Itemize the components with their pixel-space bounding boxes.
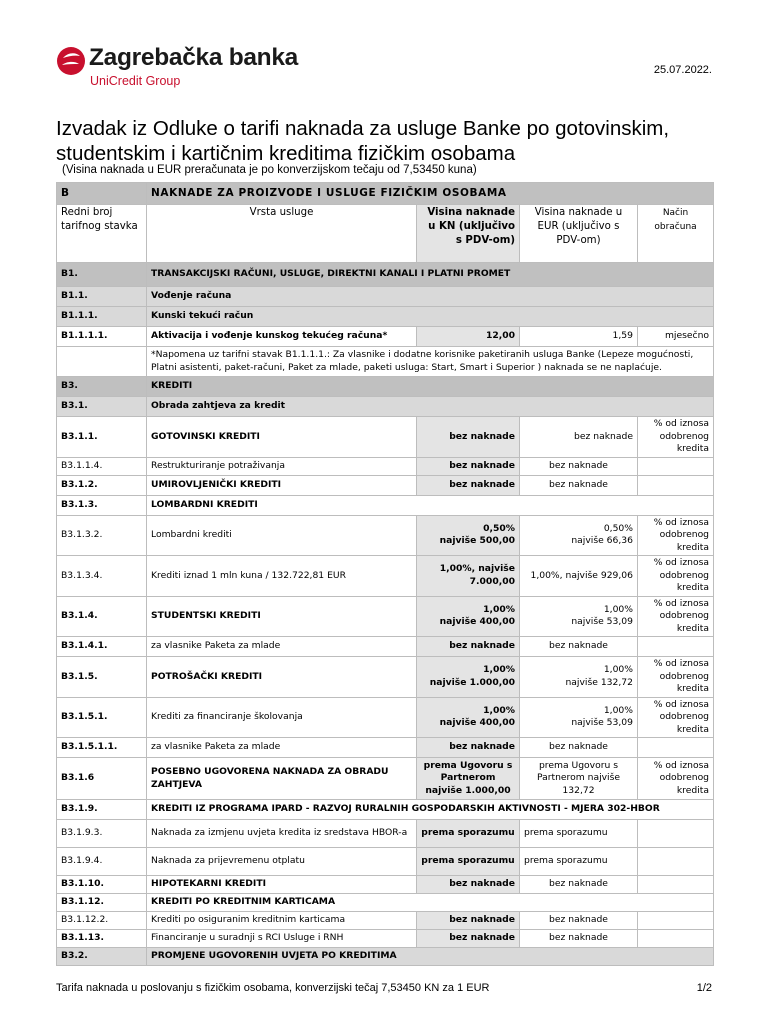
row-service: za vlasnike Paketa za mlade (147, 738, 417, 758)
row-code: B3.2. (57, 948, 147, 966)
row-code: B3.1.9. (57, 800, 147, 820)
row-fee-eur: 1,59 (520, 327, 638, 347)
table-row (57, 457, 714, 475)
page-number: 1/2 (696, 982, 712, 994)
document-subtitle: (Visina naknada u EUR preračunata je po konverzijskom tečaju od 7,53450 kuna) (62, 164, 477, 176)
row-service: HIPOTEKARNI KREDITI (147, 876, 417, 894)
row-code: B3.1.5. (57, 657, 147, 698)
row-fee-eur: bez naknade (520, 417, 638, 458)
row-fee-kn: 12,00 (417, 327, 520, 347)
row-note: *Napomena uz tarifni stavak B1.1.1.1.: Za vlasnike i dodatne korisnike paketiranih usluga Banke (Lepeze mogućnosti, Platni asistenti, paket-računi, Paket za mlade, paketi usluga: Start, Smart i Superior ) naknada se ne naplaćuje. (147, 347, 714, 377)
row-method: % od iznosa odobrenog kredita (638, 657, 714, 698)
row-service: Financiranje u suradnji s RCI Usluge i RNH (147, 930, 417, 948)
table-row (57, 820, 714, 848)
row-code: B1.1. (57, 287, 147, 307)
row-fee-eur: prema Ugovoru s Partnerom najviše 132,72 (520, 758, 638, 800)
row-fee-eur: bez naknade (520, 457, 638, 475)
row-fee-kn: prema Ugovoru s Partnerom najviše 1.000,00 (417, 758, 520, 800)
row-code (57, 347, 147, 377)
row-method: % od iznosa odobrenog kredita (638, 758, 714, 800)
table-row (57, 657, 714, 698)
table-note-row (57, 347, 714, 377)
table-row (57, 475, 714, 495)
col-header-service: Vrsta usluge (147, 205, 417, 263)
row-fee-kn: bez naknade (417, 457, 520, 475)
tariff-table (56, 182, 714, 966)
table-row (57, 894, 714, 912)
row-fee-kn: bez naknade (417, 475, 520, 495)
row-code: B3.1.3.4. (57, 556, 147, 597)
row-fee-eur: bez naknade (520, 475, 638, 495)
bank-logo-icon (56, 46, 86, 76)
bank-name: Zagrebačka banka (89, 44, 299, 71)
table-row (57, 758, 714, 800)
col-header-code: Redni broj tarifnog stavka (57, 205, 147, 263)
row-service: KREDITI (147, 377, 714, 397)
row-service: Krediti iznad 1 mln kuna / 132.722,81 EUR (147, 556, 417, 597)
row-method: % od iznosa odobrenog kredita (638, 556, 714, 597)
row-method (638, 475, 714, 495)
row-service: Aktivacija i vođenje kunskog tekućeg računa* (147, 327, 417, 347)
row-method: mjesečno (638, 327, 714, 347)
table-row (57, 848, 714, 876)
table-row (57, 912, 714, 930)
row-code: B3.1.3.2. (57, 515, 147, 556)
document-title: Izvadak iz Odluke o tarifi naknada za usluge Banke po gotovinskim, studentskim i kartičnim kreditima fizičkim osobama (56, 117, 670, 165)
row-method (638, 912, 714, 930)
row-code: B3.1.9.3. (57, 820, 147, 848)
row-fee-kn: bez naknade (417, 912, 520, 930)
table-row (57, 327, 714, 347)
row-fee-eur: bez naknade (520, 876, 638, 894)
row-code: B3.1.9.4. (57, 848, 147, 876)
row-code: B3.1.1.4. (57, 457, 147, 475)
table-row (57, 377, 714, 397)
row-service: UMIROVLJENIČKI KREDITI (147, 475, 417, 495)
row-service: PROMJENE UGOVORENIH UVJETA PO KREDITIMA (147, 948, 714, 966)
row-service: Lombardni krediti (147, 515, 417, 556)
bank-group: UniCredit Group (90, 74, 181, 88)
row-code: B3.1.13. (57, 930, 147, 948)
table-row (57, 596, 714, 637)
row-fee-kn: prema sporazumu (417, 848, 520, 876)
row-service: POSEBNO UGOVORENA NAKNADA ZA OBRADU ZAHTJEVA (147, 758, 417, 800)
row-service: LOMBARDNI KREDITI (147, 495, 714, 515)
section-code: B (57, 183, 147, 205)
table-row (57, 930, 714, 948)
row-code: B3.1.1. (57, 417, 147, 458)
row-fee-kn: bez naknade (417, 930, 520, 948)
row-code: B3.1.5.1. (57, 697, 147, 738)
table-row (57, 738, 714, 758)
row-method: % od iznosa odobrenog kredita (638, 596, 714, 637)
row-code: B3.1.6 (57, 758, 147, 800)
row-method (638, 930, 714, 948)
table-row (57, 515, 714, 556)
row-code: B3.1.12. (57, 894, 147, 912)
row-fee-eur: 0,50% najviše 66,36 (520, 515, 638, 556)
table-row (57, 800, 714, 820)
row-code: B3.1.10. (57, 876, 147, 894)
bank-logo (56, 44, 346, 94)
table-section-header (57, 183, 714, 205)
document-date: 25.07.2022. (653, 64, 712, 76)
row-method (638, 876, 714, 894)
row-code: B3.1.2. (57, 475, 147, 495)
row-service: Krediti po osiguranim kreditnim karticama (147, 912, 417, 930)
row-service: Naknada za izmjenu uvjeta kredita iz sredstava HBOR-a (147, 820, 417, 848)
row-fee-eur: 1,00%, najviše 929,06 (520, 556, 638, 597)
row-service: STUDENTSKI KREDITI (147, 596, 417, 637)
table-row (57, 697, 714, 738)
section-title: NAKNADE ZA PROIZVODE I USLUGE FIZIČKIM OSOBAMA (147, 183, 714, 205)
row-code: B3.1.12.2. (57, 912, 147, 930)
row-method (638, 848, 714, 876)
row-fee-kn: 0,50% najviše 500,00 (417, 515, 520, 556)
row-fee-eur: 1,00% najviše 132,72 (520, 657, 638, 698)
row-method (638, 820, 714, 848)
table-row (57, 307, 714, 327)
row-code: B3.1.4.1. (57, 637, 147, 657)
row-service: KREDITI IZ PROGRAMA IPARD - RAZVOJ RURALNIH GOSPODARSKIH AKTIVNOSTI - MJERA 302-HBOR (147, 800, 714, 820)
row-fee-eur: prema sporazumu (520, 848, 638, 876)
row-service: Krediti za financiranje školovanja (147, 697, 417, 738)
row-code: B1.1.1.1. (57, 327, 147, 347)
row-fee-eur: bez naknade (520, 738, 638, 758)
row-method (638, 738, 714, 758)
row-fee-eur: prema sporazumu (520, 820, 638, 848)
row-method: % od iznosa odobrenog kredita (638, 417, 714, 458)
table-row (57, 637, 714, 657)
row-fee-eur: bez naknade (520, 637, 638, 657)
table-row (57, 287, 714, 307)
row-code: B3. (57, 377, 147, 397)
row-fee-eur: 1,00% najviše 53,09 (520, 697, 638, 738)
table-row (57, 263, 714, 287)
table-row (57, 397, 714, 417)
row-fee-kn: bez naknade (417, 738, 520, 758)
row-fee-kn: prema sporazumu (417, 820, 520, 848)
row-code: B3.1.5.1.1. (57, 738, 147, 758)
row-code: B3.1. (57, 397, 147, 417)
row-service: Kunski tekući račun (147, 307, 714, 327)
row-service: za vlasnike Paketa za mlade (147, 637, 417, 657)
row-service: TRANSAKCIJSKI RAČUNI, USLUGE, DIREKTNI KANALI I PLATNI PROMET (147, 263, 714, 287)
row-fee-kn: 1,00% najviše 400,00 (417, 697, 520, 738)
row-service: GOTOVINSKI KREDITI (147, 417, 417, 458)
row-code: B3.1.4. (57, 596, 147, 637)
footer-text: Tarifa naknada u poslovanju s fizičkim osobama, konverzijski tečaj 7,53450 KN za 1 EUR (56, 982, 490, 994)
table-row (57, 876, 714, 894)
row-method (638, 457, 714, 475)
row-fee-kn: 1,00%, najviše 7.000,00 (417, 556, 520, 597)
row-fee-eur: bez naknade (520, 912, 638, 930)
row-service: Naknada za prijevremenu otplatu (147, 848, 417, 876)
row-fee-kn: 1,00% najviše 400,00 (417, 596, 520, 637)
table-row (57, 495, 714, 515)
row-service: Vođenje računa (147, 287, 714, 307)
row-service: Obrada zahtjeva za kredit (147, 397, 714, 417)
row-code: B1. (57, 263, 147, 287)
col-header-eur: Visina naknade u EUR (uključivo s PDV-om) (520, 205, 638, 263)
row-fee-eur: bez naknade (520, 930, 638, 948)
row-fee-kn: bez naknade (417, 417, 520, 458)
column-header-row (57, 205, 714, 263)
row-method (638, 637, 714, 657)
row-code: B1.1.1. (57, 307, 147, 327)
row-fee-kn: 1,00% najviše 1.000,00 (417, 657, 520, 698)
col-header-kn: Visina naknade u KN (uključivo s PDV-om) (417, 205, 520, 263)
row-code: B3.1.3. (57, 495, 147, 515)
row-service: Restrukturiranje potraživanja (147, 457, 417, 475)
row-method: % od iznosa odobrenog kredita (638, 697, 714, 738)
row-fee-kn: bez naknade (417, 637, 520, 657)
row-service: POTROŠAČKI KREDITI (147, 657, 417, 698)
row-fee-kn: bez naknade (417, 876, 520, 894)
row-service: KREDITI PO KREDITNIM KARTICAMA (147, 894, 714, 912)
table-row (57, 948, 714, 966)
row-fee-eur: 1,00% najviše 53,09 (520, 596, 638, 637)
row-method: % od iznosa odobrenog kredita (638, 515, 714, 556)
table-row (57, 417, 714, 458)
table-row (57, 556, 714, 597)
col-header-method: Način obračuna (638, 205, 714, 263)
